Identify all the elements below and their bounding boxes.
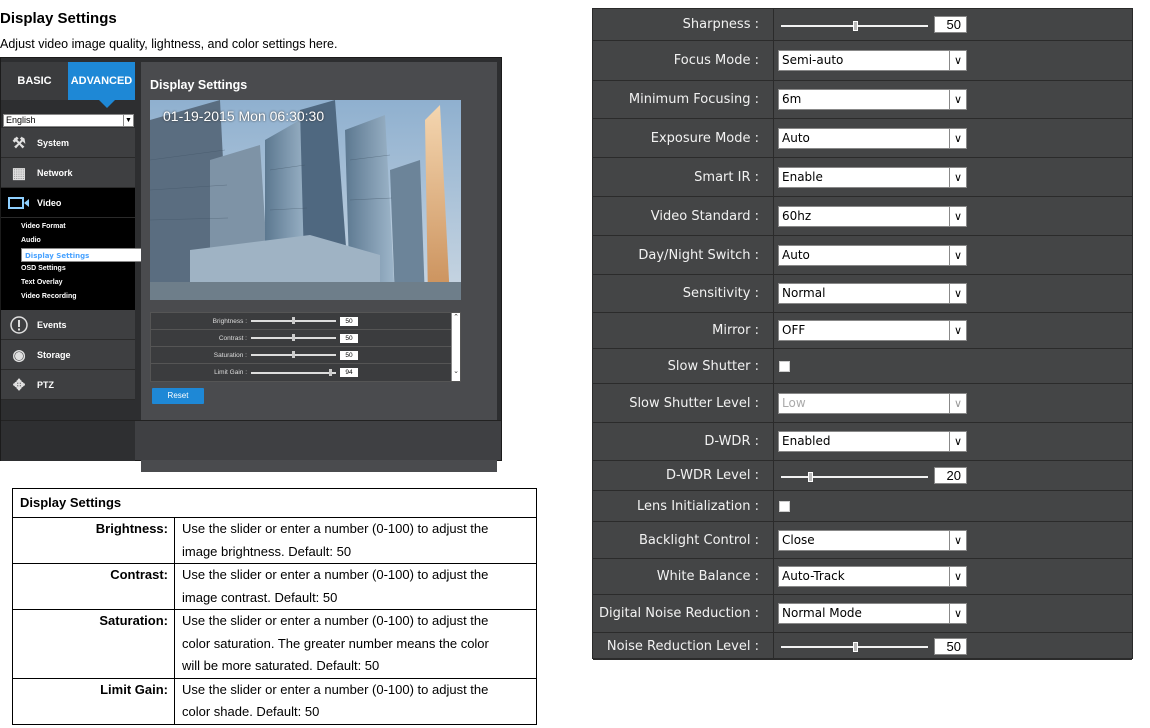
table-value: Use the slider or enter a number (0-100) to adjust the image contrast. Default: 50: [175, 564, 537, 610]
row-divider: [773, 158, 774, 196]
tab-basic[interactable]: BASIC: [1, 62, 68, 100]
setting-control: [778, 236, 967, 274]
settings-row-exposure-mode: [593, 119, 1132, 158]
saturation-value-field[interactable]: 50: [340, 351, 358, 360]
chevron-down-icon: ∨: [949, 394, 966, 413]
setting-label: Digital Noise Reduction :: [599, 606, 759, 621]
settings-row-d-wdr: [593, 423, 1132, 461]
sensitivity-select[interactable]: [778, 283, 967, 304]
select-value: 6m: [782, 92, 802, 106]
slider-row-contrast: [151, 330, 460, 347]
tab-advanced[interactable]: ADVANCED: [68, 62, 135, 100]
chevron-down-icon: ∨: [949, 604, 966, 623]
setting-label: Slow Shutter :: [667, 358, 759, 374]
content-title: Display Settings: [150, 78, 248, 92]
slider-row-brightness: [151, 313, 460, 330]
doc-intro: Adjust video image quality, lightness, and color settings here.: [0, 37, 338, 51]
slider-label: Contrast :: [218, 334, 247, 342]
d-wdr-level-value-field[interactable]: 20: [934, 467, 967, 484]
submenu-text-overlay[interactable]: Text Overlay: [21, 279, 63, 286]
setting-label: White Balance :: [656, 569, 759, 584]
network-icon: ▦: [11, 164, 27, 182]
row-divider: [773, 236, 774, 274]
chevron-down-icon: ∨: [949, 129, 966, 148]
table-key: Contrast:: [13, 564, 175, 610]
sidebar-item-label: Events: [37, 319, 67, 330]
select-value: Auto: [782, 247, 810, 262]
saturation-slider[interactable]: [251, 354, 336, 356]
minimum-focusing-select[interactable]: [778, 89, 967, 110]
focus-mode-select[interactable]: [778, 50, 967, 71]
camera-icon: [1, 192, 37, 214]
setting-control: [778, 423, 967, 460]
setting-label: Slow Shutter Level :: [629, 395, 759, 411]
sidebar-item-ptz[interactable]: [1, 370, 135, 400]
chevron-down-icon[interactable]: ⌄: [453, 368, 459, 375]
settings-row-digital-noise-reduction: [593, 595, 1132, 633]
lens-initialization-checkbox[interactable]: [779, 501, 790, 512]
contrast-slider[interactable]: [251, 337, 336, 339]
sidebar-item-video[interactable]: [1, 188, 135, 218]
setting-label: Focus Mode :: [673, 53, 759, 68]
contrast-value-field[interactable]: 50: [340, 334, 358, 343]
camera-settings-panel: [592, 8, 1133, 659]
row-divider: [773, 313, 774, 348]
slider-knob[interactable]: [292, 317, 295, 324]
submenu-display-settings[interactable]: Display Settings: [21, 248, 210, 262]
setting-label: Backlight Control :: [638, 532, 759, 548]
row-divider: [773, 423, 774, 460]
sidebar-item-label: Video: [37, 197, 62, 208]
select-value: Low: [782, 395, 806, 410]
table-row: [13, 678, 537, 724]
select-value: Close: [782, 532, 815, 547]
select-value: Normal: [782, 286, 826, 300]
chevron-down-icon: ∨: [949, 207, 966, 226]
digital-noise-reduction-select[interactable]: [778, 603, 967, 624]
submenu-osd-settings[interactable]: OSD Settings: [21, 265, 66, 272]
chevron-down-icon: ∨: [949, 284, 966, 303]
settings-row-slow-shutter-level: [593, 384, 1132, 423]
setting-control: [778, 41, 967, 80]
slider-knob[interactable]: [808, 472, 813, 482]
language-value: English: [6, 115, 36, 125]
row-divider: [773, 349, 774, 383]
slider-row-saturation: [151, 347, 460, 364]
setting-label: Video Standard :: [650, 208, 759, 224]
slow-shutter-level-select: [778, 393, 967, 414]
video-preview: [150, 100, 461, 300]
chevron-down-icon: ∨: [949, 246, 966, 265]
setting-label: D-WDR :: [704, 434, 759, 449]
table-value: Use the slider or enter a number (0-100) to adjust the color shade. Default: 50: [175, 678, 537, 724]
exposure-mode-select[interactable]: [778, 128, 967, 149]
row-divider: [773, 384, 774, 422]
setting-control: [778, 595, 967, 632]
row-divider: [773, 461, 774, 490]
sidebar-item-system[interactable]: [1, 128, 135, 158]
slider-row-limit-gain: [151, 364, 460, 381]
slider-knob[interactable]: [292, 351, 295, 358]
chevron-down-icon: ∨: [949, 168, 966, 187]
limit-gain-slider[interactable]: [251, 372, 336, 374]
setting-label: Exposure Mode :: [650, 130, 759, 146]
image-sliders: [150, 312, 461, 382]
table-key: Limit Gain:: [13, 678, 175, 724]
setting-control: [778, 119, 967, 157]
limit-gain-value-field[interactable]: 94: [340, 368, 358, 377]
chevron-down-icon: ∨: [949, 531, 966, 550]
setting-label: Day/Night Switch :: [638, 247, 759, 263]
noise-reduction-level-slider[interactable]: [778, 636, 928, 656]
day-night-switch-select[interactable]: [778, 245, 967, 266]
select-value: Normal Mode: [782, 606, 862, 620]
setting-label: Sensitivity :: [682, 286, 759, 301]
noise-reduction-level-value-field[interactable]: 50: [934, 638, 967, 655]
row-divider: [773, 595, 774, 632]
video-submenu: [1, 218, 135, 310]
backlight-control-select[interactable]: [778, 530, 967, 551]
setting-control: [778, 275, 967, 312]
settings-row-sensitivity: [593, 275, 1132, 313]
submenu-video-recording[interactable]: Video Recording: [21, 293, 77, 300]
select-value: 60hz: [782, 208, 812, 223]
content-area: [141, 62, 497, 472]
settings-row-white-balance: [593, 559, 1132, 595]
sidebar-item-label: System: [37, 137, 70, 148]
setting-label: Minimum Focusing :: [628, 92, 759, 107]
submenu-audio[interactable]: Audio: [21, 237, 41, 244]
settings-row-video-standard: [593, 197, 1132, 236]
settings-row-smart-ir: [593, 158, 1132, 197]
sidebar-item-network[interactable]: [1, 158, 135, 188]
chevron-down-icon: ∨: [949, 90, 966, 109]
settings-row-focus-mode: [593, 41, 1132, 81]
brightness-value-field[interactable]: 50: [340, 317, 358, 326]
setting-control: [778, 522, 967, 558]
sidebar-item-storage[interactable]: [1, 340, 135, 370]
d-wdr-select[interactable]: [778, 431, 967, 452]
settings-description-table: [12, 488, 537, 725]
table-key: Brightness:: [13, 518, 175, 564]
select-value: Enabled: [782, 434, 831, 448]
sliders-scrollbar[interactable]: [451, 313, 460, 381]
sidebar-item-events[interactable]: [1, 310, 135, 340]
mode-tabs: [1, 62, 135, 100]
setting-control: [778, 633, 967, 659]
chevron-down-icon: ▼: [123, 115, 133, 126]
row-divider: [773, 197, 774, 235]
setting-label: D-WDR Level :: [665, 468, 759, 483]
setting-control: [778, 313, 967, 348]
select-value: OFF: [782, 323, 806, 337]
table-row: [13, 610, 537, 679]
setting-label: Mirror :: [712, 323, 759, 338]
language-select[interactable]: [3, 114, 134, 127]
settings-row-slow-shutter: [593, 349, 1132, 384]
white-balance-select[interactable]: [778, 566, 967, 587]
sidebar-item-label: Network: [37, 167, 73, 178]
screenshot-footer: [1, 420, 501, 460]
table-value: Use the slider or enter a number (0-100) to adjust the image brightness. Default: 50: [175, 518, 537, 564]
slider-label: Limit Gain :: [214, 369, 247, 376]
sidebar: [1, 128, 135, 400]
row-divider: [773, 275, 774, 312]
sidebar-item-label: PTZ: [37, 379, 54, 390]
mirror-select[interactable]: [778, 320, 967, 341]
select-value: Enable: [782, 169, 823, 184]
slider-knob[interactable]: [853, 21, 858, 31]
display-settings-screenshot: [0, 57, 502, 461]
chevron-down-icon: ∨: [949, 432, 966, 451]
select-value: Auto: [782, 130, 810, 145]
slider-knob[interactable]: [329, 369, 332, 376]
wrench-icon: ⚒: [12, 134, 26, 152]
disk-icon: ◉: [12, 346, 26, 364]
row-divider: [773, 522, 774, 558]
setting-control: [778, 384, 967, 422]
settings-row-noise-reduction-level: [593, 633, 1132, 660]
submenu-video-format[interactable]: Video Format: [21, 223, 66, 230]
setting-label: Sharpness :: [682, 17, 759, 32]
chevron-up-icon[interactable]: ⌃: [453, 314, 459, 321]
settings-row-d-wdr-level: [593, 461, 1132, 491]
row-divider: [773, 9, 774, 40]
settings-row-sharpness: [593, 9, 1132, 41]
reset-button[interactable]: Reset: [152, 388, 204, 404]
chevron-down-icon: ∨: [949, 51, 966, 70]
table-header: Display Settings: [13, 489, 537, 518]
settings-row-lens-initialization: [593, 491, 1132, 522]
table-row: [13, 518, 537, 564]
row-divider: [773, 559, 774, 594]
osd-timestamp: 01-19-2015 Mon 06:30:30: [163, 108, 325, 124]
settings-row-backlight-control: [593, 522, 1132, 559]
setting-label: Smart IR :: [694, 169, 759, 185]
setting-control: [778, 461, 967, 490]
smart-ir-select[interactable]: [778, 167, 967, 188]
sharpness-slider[interactable]: [778, 15, 928, 35]
setting-control: [778, 559, 967, 594]
table-value: Use the slider or enter a number (0-100) to adjust the color saturation. The greater number means the color will be more saturated. Default: 50: [175, 610, 537, 679]
sharpness-value-field[interactable]: 50: [934, 16, 967, 33]
setting-control: [778, 9, 967, 40]
doc-heading: Display Settings: [0, 10, 117, 27]
chevron-down-icon: ∨: [949, 321, 966, 340]
row-divider: [773, 41, 774, 80]
slider-label: Brightness :: [212, 317, 247, 325]
slider-label: Saturation :: [213, 351, 247, 359]
setting-control: [778, 491, 790, 521]
select-value: Semi-auto: [782, 53, 844, 67]
alert-icon: [1, 314, 37, 336]
sidebar-item-label: Storage: [37, 349, 71, 360]
slow-shutter-checkbox[interactable]: [779, 361, 790, 372]
settings-row-minimum-focusing: [593, 81, 1132, 119]
slider-knob[interactable]: [853, 642, 858, 652]
setting-label: Lens Initialization :: [637, 498, 759, 514]
setting-control: [778, 197, 967, 235]
setting-control: [778, 349, 790, 383]
d-wdr-level-slider[interactable]: [778, 466, 928, 486]
table-row: [13, 564, 537, 610]
brightness-slider[interactable]: [251, 320, 336, 322]
table-key: Saturation:: [13, 610, 175, 679]
row-divider: [773, 81, 774, 118]
arrows-icon: ✥: [12, 376, 26, 394]
slider-knob[interactable]: [292, 334, 295, 341]
row-divider: [773, 491, 774, 521]
settings-row-day-night-switch: [593, 236, 1132, 275]
row-divider: [773, 119, 774, 157]
settings-row-mirror: [593, 313, 1132, 349]
video-standard-select[interactable]: [778, 206, 967, 227]
select-value: Auto-Track: [782, 569, 845, 583]
setting-control: [778, 81, 967, 118]
setting-label: Noise Reduction Level :: [606, 638, 759, 654]
slider-track: [781, 476, 928, 478]
setting-control: [778, 158, 967, 196]
chevron-down-icon: ∨: [949, 567, 966, 586]
row-divider: [773, 633, 774, 659]
